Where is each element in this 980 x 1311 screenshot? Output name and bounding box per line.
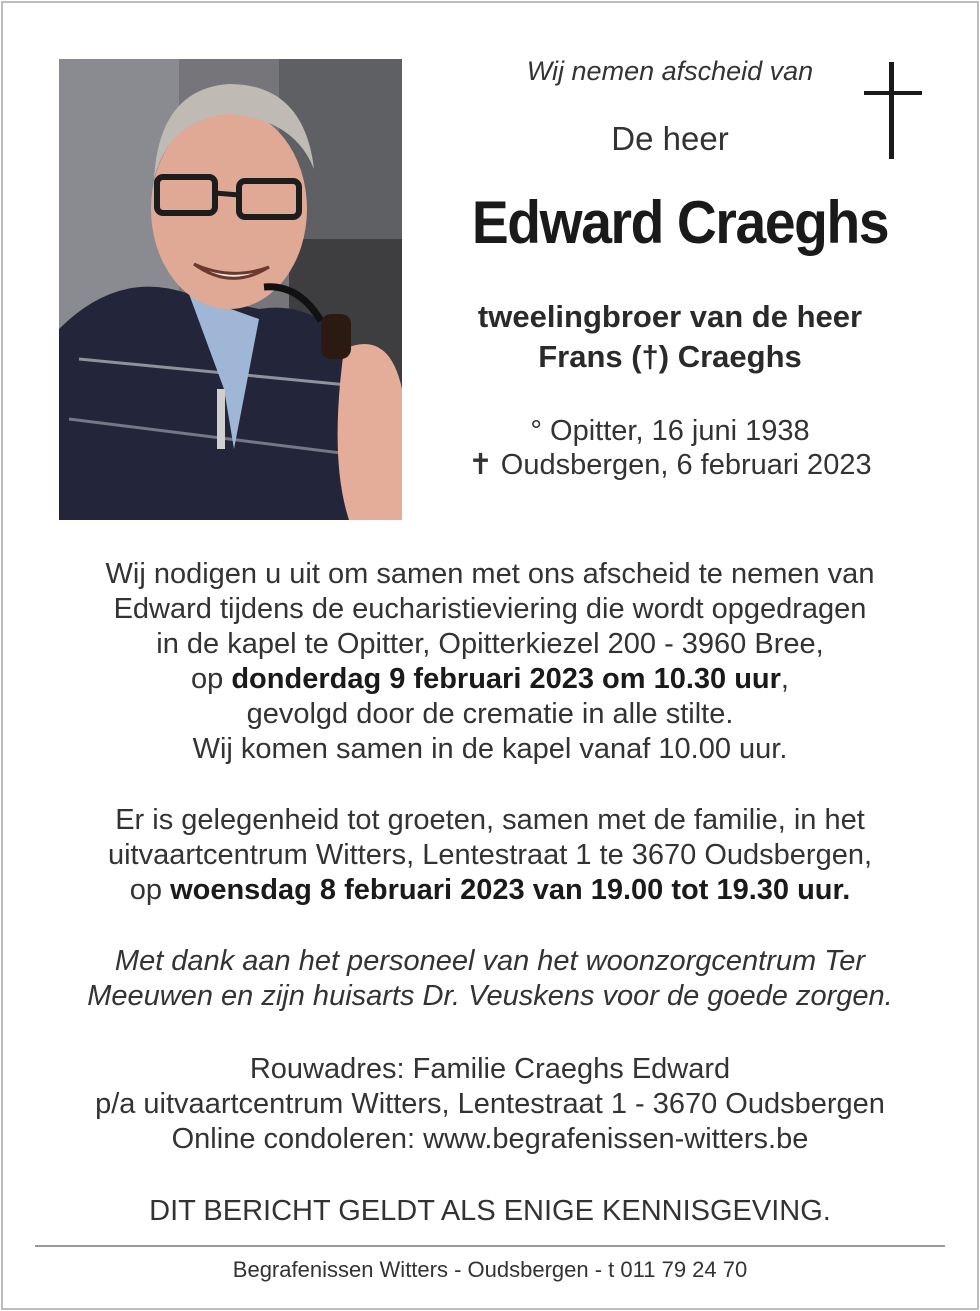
notice-text: DIT BERICHT GELDT ALS ENIGE KENNISGEVING. — [149, 1195, 831, 1227]
funeral-home-footer: Begrafenissen Witters - Oudsbergen - t 011 79 24 70 — [232, 1257, 748, 1282]
salutation: De heer — [611, 120, 729, 157]
invite-line: in de kapel te Opitter, Opitterkiezel 200 - 3960 Bree, — [156, 628, 824, 660]
portrait-illustration — [59, 59, 402, 520]
thanks-paragraph — [40, 944, 940, 1014]
invite-line: Edward tijdens de eucharistieviering die wordt opgedragen — [113, 593, 867, 625]
address-line: Rouwadres: Familie Craeghs Edward — [249, 1053, 731, 1085]
invite-line: gevolgd door de crematie in alle stilte. — [246, 698, 734, 730]
birth-line: ° Opitter, 16 juni 1938 — [530, 415, 810, 447]
relation-line: Frans (†) Craeghs — [538, 339, 802, 374]
visit-line: uitvaartcentrum Witters, Lentestraat 1 te 3670 Oudsbergen, — [107, 839, 873, 871]
cross-icon — [864, 62, 922, 159]
invite-pre: op — [191, 663, 232, 695]
relation-line: tweelingbroer van de heer — [477, 299, 863, 334]
invite-post: , — [780, 663, 789, 695]
visit-line: Er is gelegenheid tot groeten, samen met de familie, in het — [115, 804, 865, 836]
divider — [35, 1245, 945, 1247]
visit-line — [40, 873, 940, 908]
visitation-datetime: woensdag 8 februari 2023 van 19.00 tot 19.30 uur. — [170, 874, 851, 906]
visit-pre: op — [129, 874, 171, 906]
deceased-name: Edward Craeghs — [471, 189, 889, 256]
portrait-photo — [59, 59, 402, 520]
condolence-link[interactable]: Online condoleren: www.begrafenissen-witters.be — [171, 1123, 809, 1155]
thanks-line: Met dank aan het personeel van het woonzorgcentrum Ter — [114, 945, 866, 977]
death-line: ✝ Oudsbergen, 6 februari 2023 — [468, 449, 872, 481]
invitation-paragraph — [40, 557, 940, 767]
relation-text — [420, 297, 920, 377]
visitation-paragraph — [40, 803, 940, 908]
invite-line: Wij komen samen in de kapel vanaf 10.00 uur. — [192, 733, 788, 765]
life-dates — [420, 414, 920, 482]
address-paragraph — [40, 1052, 940, 1157]
invite-line — [40, 662, 940, 697]
invite-line: Wij nodigen u uit om samen met ons afscheid te nemen van — [105, 558, 875, 590]
address-line: p/a uitvaartcentrum Witters, Lentestraat 1 - 3670 Oudsbergen — [95, 1088, 885, 1120]
ceremony-datetime: donderdag 9 februari 2023 om 10.30 uur — [231, 663, 781, 695]
intro-text: Wij nemen afscheid van — [526, 56, 814, 86]
thanks-line: Meeuwen en zijn huisarts Dr. Veuskens voor de goede zorgen. — [87, 980, 893, 1012]
